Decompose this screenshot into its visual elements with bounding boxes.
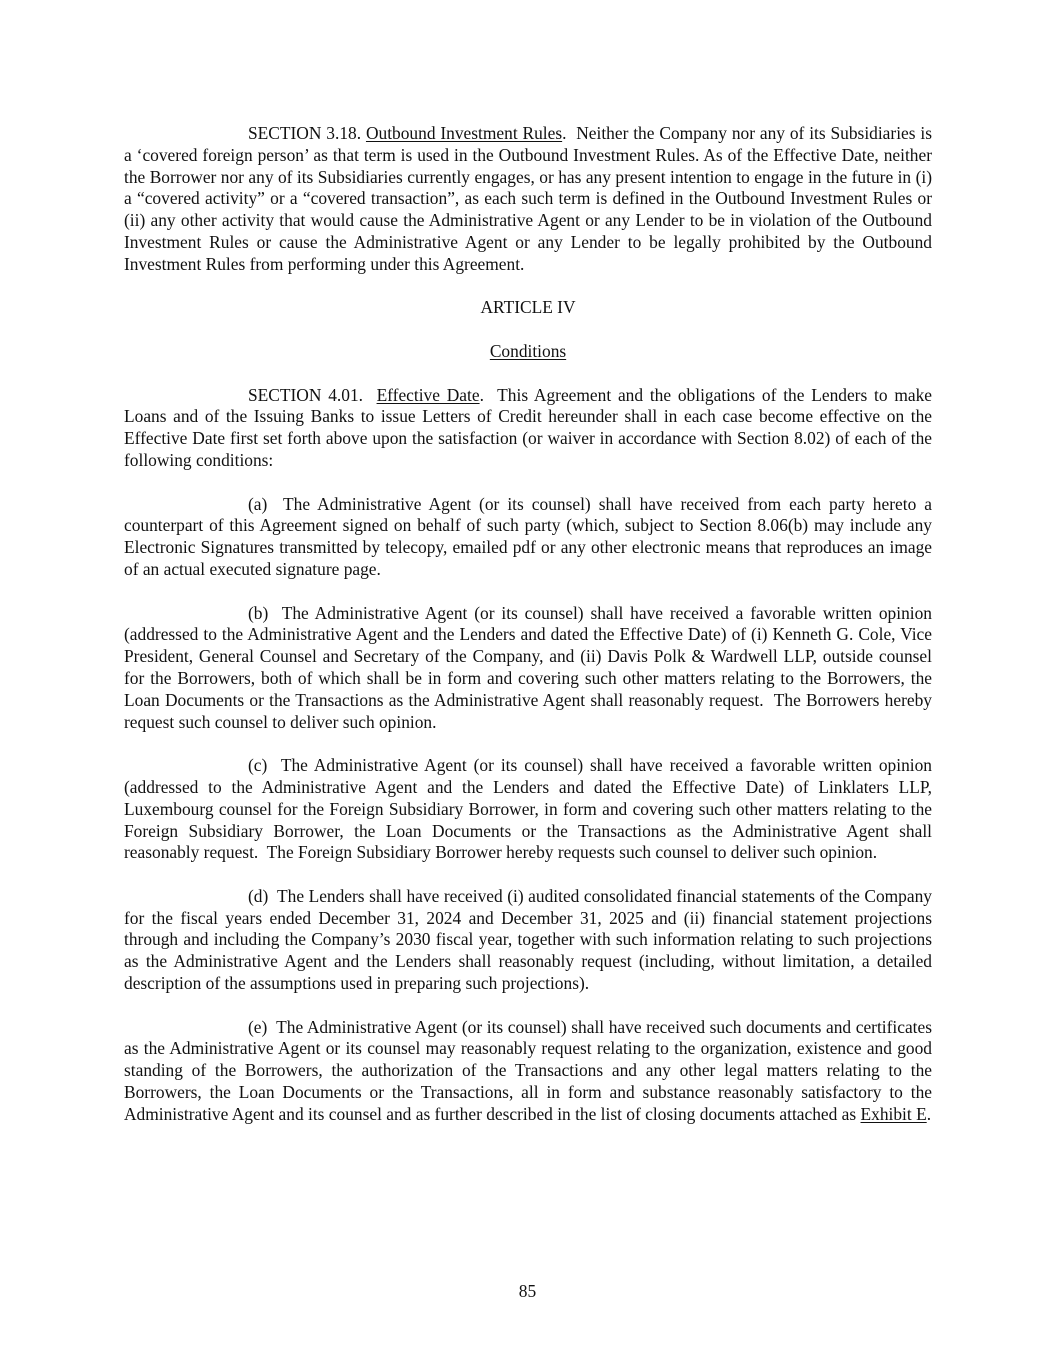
section-4-01-heading: Effective Date xyxy=(376,384,480,405)
section-4-01-paragraph: SECTION 4.01. Effective Date. This Agreement and the obligations of the Lenders to make Loans and of the Issuing Banks to issue Letters of Credit hereunder shall in each case become effective on the Effective Date first set forth above upon the satisfaction (or waiver in accordance with Section 8.02) of each of the following conditions: xyxy=(124,384,932,470)
section-3-18-text: Neither the Company nor any of its Subsidiaries is a ‘covered foreign person’ as that term is used in the Outbound Investment Rules. As of the Effective Date, neither the Borrower nor any of its Subsidiaries currently engages, or has any present intention to engage in the future in (i) a “covered activity” or a “covered transaction”, as each such term is defined in the Outbound Investment Rules or (ii) any other activity that would cause the Administrative Agent or any Lender to be in violation of the Outbound Investment Rules or cause the Administrative Agent or any Lender to be legally prohibited by the Outbound Investment Rules from performing under this Agreement. xyxy=(124,123,932,274)
article-title: Conditions xyxy=(489,340,567,361)
article-number: ARTICLE IV xyxy=(480,297,576,318)
document-page xyxy=(124,123,932,1126)
condition-e xyxy=(124,1017,932,1126)
section-3-18-label: SECTION 3.18. xyxy=(248,123,362,143)
section-4-01-text: This Agreement and the obligations of the Lenders to make Loans and of the Issuing Banks to issue Letters of Credit hereunder shall in each case become effective on the Effective Date first set forth above upon the satisfaction (or waiver in accordance with Section 8.02) of each of the following conditions: xyxy=(124,384,932,470)
article-title-line xyxy=(124,341,932,363)
exhibit-e-link[interactable]: Exhibit E xyxy=(860,1103,927,1124)
condition-e-text: (e) The Administrative Agent (or its counsel) shall have received such documents and certificates as the Administrative Agent or its counsel may reasonably request relating to the organization, existence and good standing of the Borrowers, the authorization of the Transactions and any other legal matters relating to the Borrowers, the Loan Documents or the Transactions, all in form and substance reasonably satisfactory to the Administrative Agent and its counsel and as further described in the list of closing documents attached as xyxy=(124,1016,932,1124)
section-3-18-paragraph: SECTION 3.18. Outbound Investment Rules. Neither the Company nor any of its Subsidiaries is a ‘covered foreign person’ as that term is used in the Outbound Investment Rules. As of the Effective Date, neither the Borrower nor any of its Subsidiaries currently engages, or has any present intention to engage in the future in (i) a “covered activity” or a “covered transaction”, as each such term is defined in the Outbound Investment Rules or (ii) any other activity that would cause the Administrative Agent or any Lender to be in violation of the Outbound Investment Rules or cause the Administrative Agent or any Lender to be legally prohibited by the Outbound Investment Rules from performing under this Agreement. xyxy=(124,123,932,274)
section-3-18-heading: Outbound Investment Rules xyxy=(365,123,563,143)
condition-b: (b) The Administrative Agent (or its counsel) shall have received a favorable written opinion (addressed to the Administrative Agent and the Lenders and dated the Effective Date) of (i) Kenneth G. Cole, Vice President, General Counsel and Secretary of the Company, and (ii) Davis Polk & Wardwell LLP, outside counsel for the Borrowers, both of which shall be in form and covering such other matters relating to the Borrowers, the Loan Documents or the Transactions as the Administrative Agent shall reasonably request. The Borrowers hereby request such counsel to deliver such opinion. xyxy=(124,602,932,732)
condition-a: (a) The Administrative Agent (or its counsel) shall have received from each party hereto a counterpart of this Agreement signed on behalf of such party (which, subject to Section 8.06(b) may include any Electronic Signatures transmitted by telecopy, emailed pdf or any other electronic means that reproduces an image of an actual executed signature page. xyxy=(124,493,932,579)
condition-e-end: . xyxy=(926,1103,932,1124)
page-number: 85 xyxy=(518,1281,537,1301)
condition-d: (d) The Lenders shall have received (i) audited consolidated financial statements of the Company for the fiscal years ended December 31, 2024 and December 31, 2025 and (ii) financial statement projections through and including the Company’s 2030 fiscal year, together with such information relating to such projections as the Administrative Agent and the Lenders shall reasonably request (including, without limitation, a detailed description of the assumptions used in preparing such projections). xyxy=(124,885,932,994)
condition-c: (c) The Administrative Agent (or its counsel) shall have received a favorable written opinion (addressed to the Administrative Agent and the Lenders and dated the Effective Date) of Linklaters LLP, Luxembourg counsel for the Foreign Subsidiary Borrower, in form and covering such other matters relating to the Foreign Subsidiary Borrower, the Loan Documents or the Transactions as the Administrative Agent shall reasonably request. The Foreign Subsidiary Borrower hereby requests such counsel to deliver such opinion. xyxy=(124,755,932,863)
section-4-01-label: SECTION 4.01. xyxy=(248,384,363,405)
